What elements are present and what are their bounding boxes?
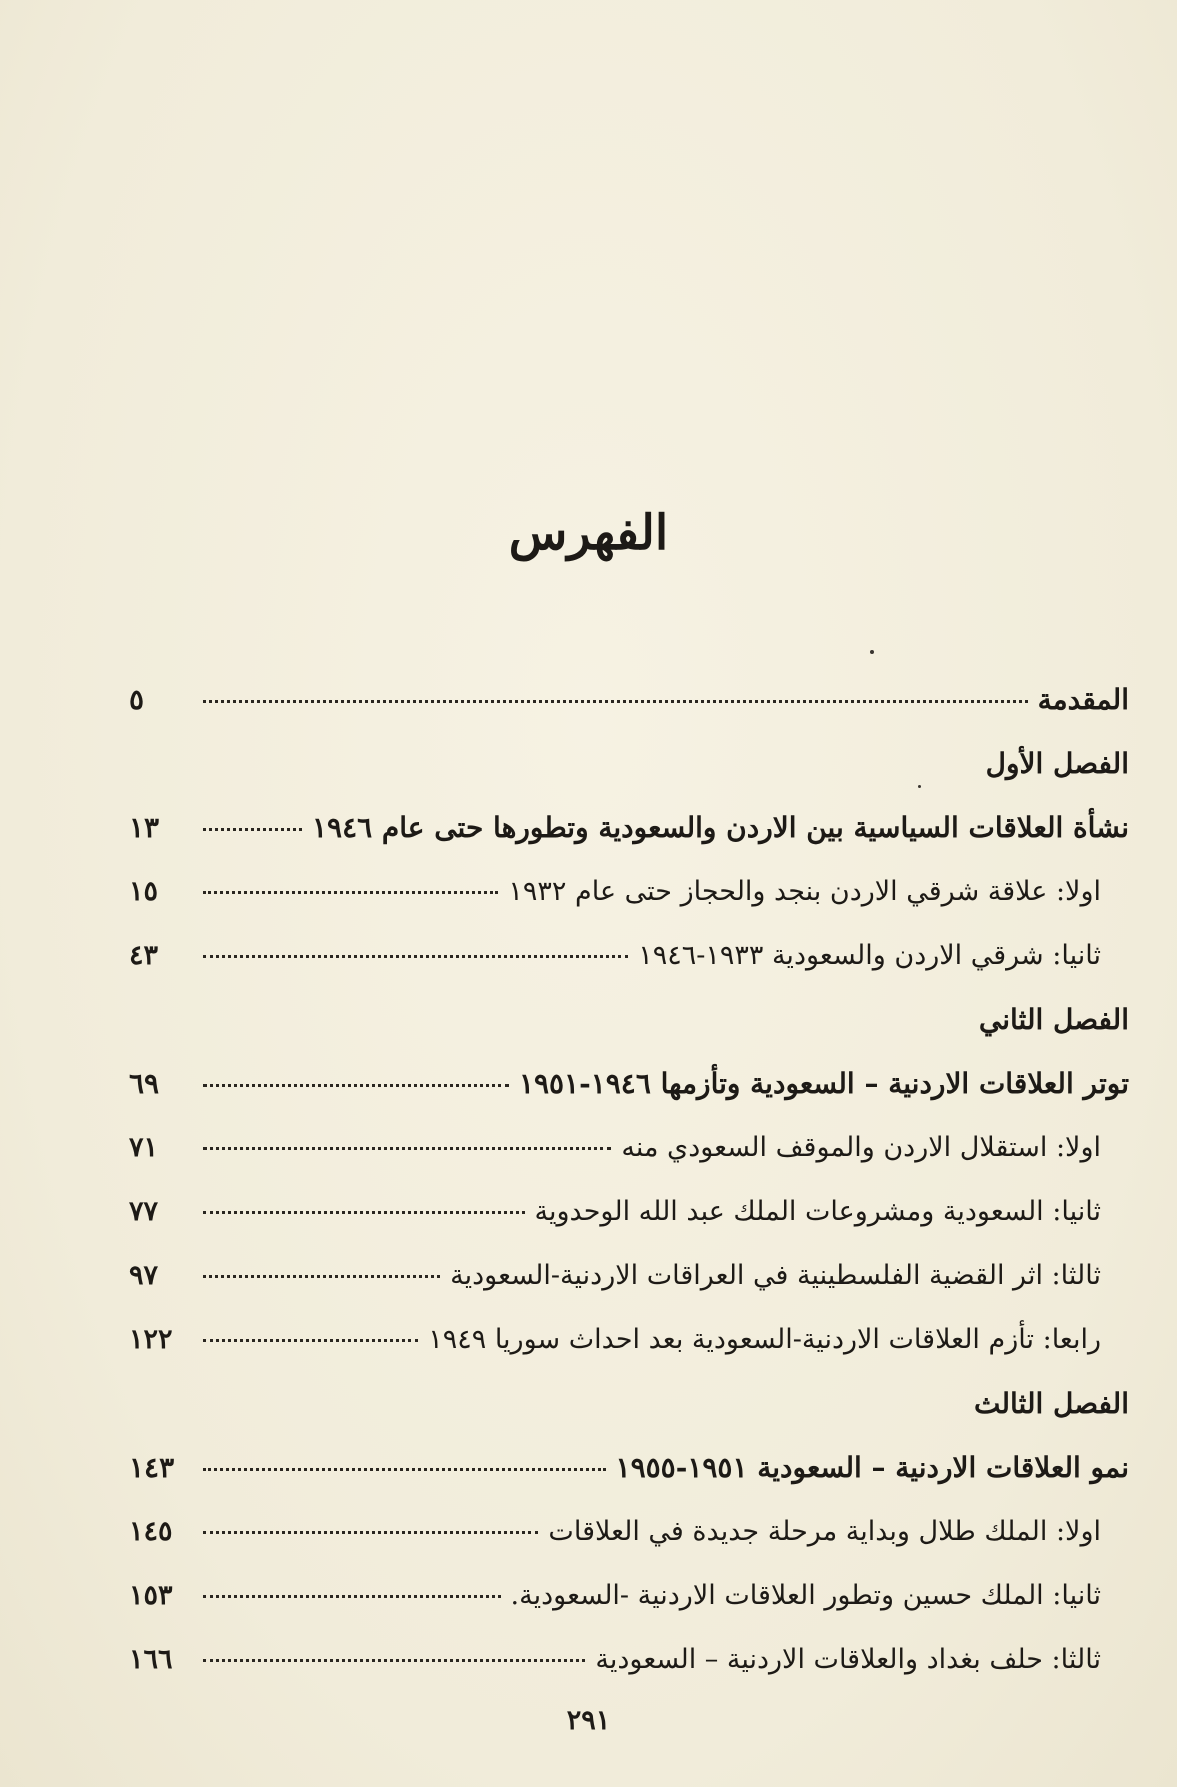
dot-leader <box>203 1147 611 1150</box>
toc-subentry <box>129 924 1129 988</box>
paper-speck <box>918 785 921 788</box>
toc-entry-page: ٥ <box>129 683 145 716</box>
toc-subentry-page: ١٢٢ <box>129 1324 173 1355</box>
dot-leader <box>203 1595 501 1598</box>
chapter-heading-title: الفصل الثالث <box>973 1387 1129 1420</box>
toc-entry-page: ١٣ <box>129 811 160 844</box>
toc-subentry-page: ٤٣ <box>129 940 159 971</box>
toc-entry <box>129 796 1129 860</box>
page-number: ٢٩١ <box>566 1705 611 1736</box>
toc-entry-title: المقدمة <box>1037 683 1129 716</box>
toc-entry <box>129 1052 1129 1116</box>
toc-subentry-page: ٧١ <box>129 1132 159 1163</box>
dot-leader <box>203 828 302 831</box>
table-of-contents <box>129 668 1129 1692</box>
chapter-heading <box>129 732 1129 796</box>
dot-leader <box>203 1659 585 1662</box>
toc-subentry <box>129 1500 1129 1564</box>
chapter-heading-title: الفصل الأول <box>985 747 1129 780</box>
dot-leader <box>203 955 628 958</box>
dot-leader <box>203 1468 606 1471</box>
dot-leader <box>203 1211 525 1214</box>
toc-subentry <box>129 1308 1129 1372</box>
toc-subentry <box>129 1244 1129 1308</box>
toc-entry <box>129 1436 1129 1500</box>
chapter-heading <box>129 988 1129 1052</box>
toc-entry-title: نمو العلاقات الاردنية – السعودية ١٩٥١-١٩٥٥ <box>615 1451 1129 1484</box>
dot-leader <box>203 1531 538 1534</box>
toc-subentry <box>129 1180 1129 1244</box>
toc-subentry <box>129 1628 1129 1692</box>
toc-subentry-page: ١٤٥ <box>129 1516 173 1547</box>
dot-leader <box>203 1084 509 1087</box>
toc-subentry-title: اولا: استقلال الاردن والموقف السعودي منه <box>621 1132 1101 1163</box>
chapter-heading-title: الفصل الثاني <box>978 1003 1129 1036</box>
toc-entry-page: ١٤٣ <box>129 1451 175 1484</box>
paper-speck <box>870 650 874 654</box>
toc-subentry <box>129 860 1129 924</box>
toc-entry-title: توتر العلاقات الاردنية – السعودية وتأزمها ١٩٤٦-١٩٥١ <box>518 1067 1129 1100</box>
toc-subentry-title: اولا: الملك طلال وبداية مرحلة جديدة في العلاقات <box>548 1516 1101 1547</box>
toc-entry-page: ٦٩ <box>129 1067 160 1100</box>
toc-subentry-title: ثالثا: حلف بغداد والعلاقات الاردنية – السعودية <box>595 1644 1101 1675</box>
toc-subentry-page: ١٥ <box>129 876 159 907</box>
dot-leader <box>203 700 1028 703</box>
toc-subentry-title: ثانيا: شرقي الاردن والسعودية ١٩٣٣-١٩٤٦ <box>638 940 1101 971</box>
dot-leader <box>203 1339 418 1342</box>
toc-subentry-title: اولا: علاقة شرقي الاردن بنجد والحجاز حتى عام ١٩٣٢ <box>508 876 1101 907</box>
toc-subentry <box>129 1564 1129 1628</box>
chapter-heading <box>129 1372 1129 1436</box>
toc-subentry-page: ٧٧ <box>129 1196 159 1227</box>
toc-subentry <box>129 1116 1129 1180</box>
toc-subentry-title: ثانيا: السعودية ومشروعات الملك عبد الله الوحدوية <box>534 1196 1101 1227</box>
toc-subentry-title: ثانيا: الملك حسين وتطور العلاقات الاردنية -السعودية. <box>510 1580 1101 1611</box>
dot-leader <box>203 1275 440 1278</box>
toc-subentry-title: رابعا: تأزم العلاقات الاردنية-السعودية بعد احداث سوريا ١٩٤٩ <box>428 1324 1101 1355</box>
dot-leader <box>203 891 498 894</box>
toc-entry <box>129 668 1129 732</box>
page-title: الفهرس <box>508 505 669 561</box>
toc-entry-title: نشأة العلاقات السياسية بين الاردن والسعودية وتطورها حتى عام ١٩٤٦ <box>311 811 1129 844</box>
toc-subentry-page: ٩٧ <box>129 1260 159 1291</box>
toc-subentry-title: ثالثا: اثر القضية الفلسطينية في العراقات الاردنية-السعودية <box>450 1260 1101 1291</box>
toc-subentry-page: ١٦٦ <box>129 1644 173 1675</box>
toc-subentry-page: ١٥٣ <box>129 1580 173 1611</box>
